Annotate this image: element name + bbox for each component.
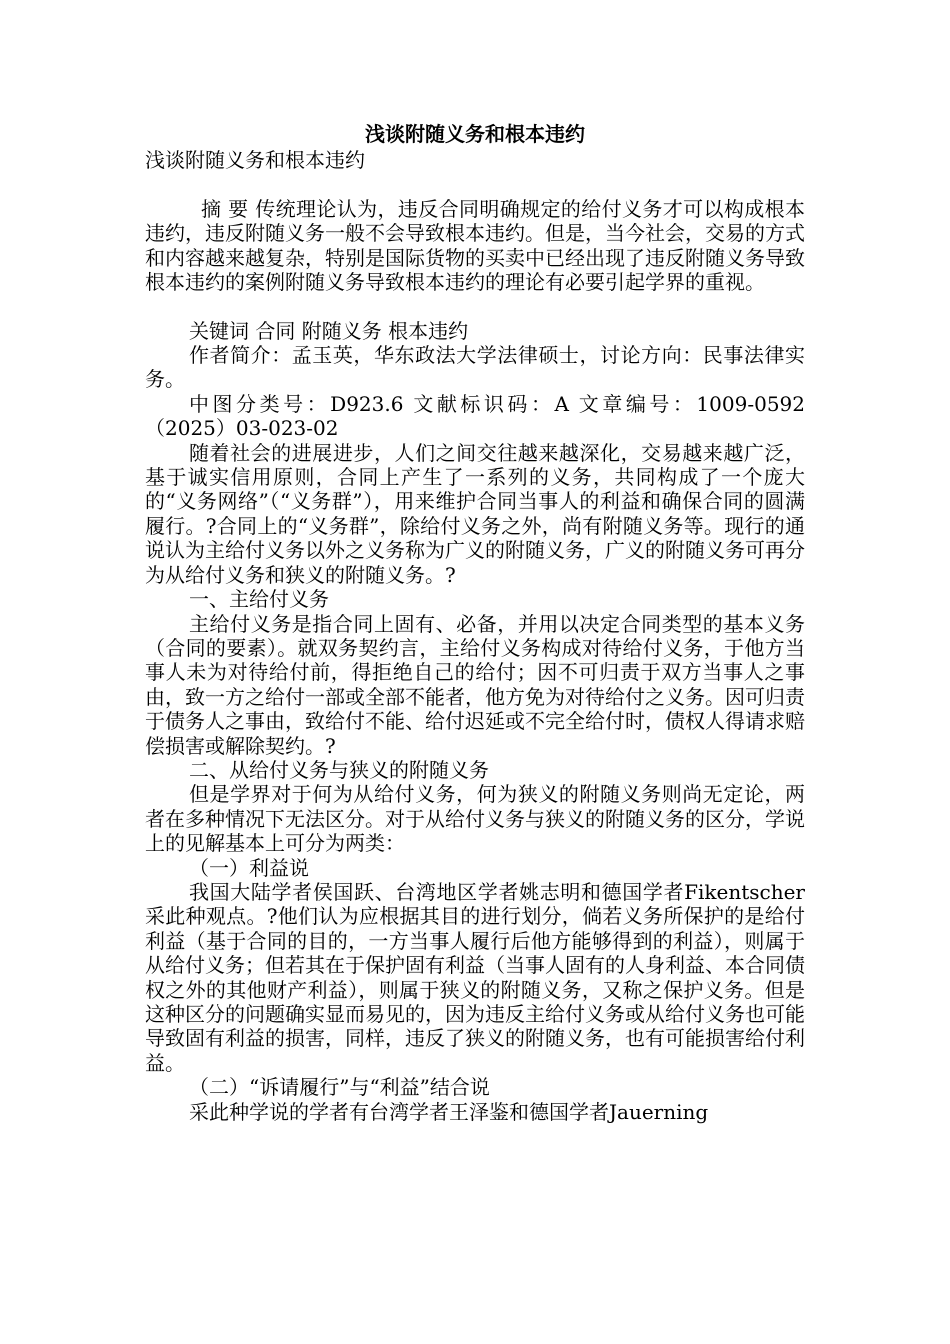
subsection-heading: （二）“诉请履行”与“利益”结合说	[189, 1075, 490, 1100]
spacer	[145, 295, 805, 319]
spacer	[145, 173, 805, 197]
section-heading: 一、主给付义务	[189, 587, 329, 612]
abstract-paragraph: 摘 要 传统理论认为，违反合同明确规定的给付义务才可以构成根本违约，违反附随义务一般不会导致根本违约。但是，当今社会，交易的方式和内容越来越复杂，特别是国际货物的买卖中已经出现了违反附随义务导致根本违约的案例附随义务导致根本违约的理论有必要引起学界的重视。	[145, 197, 805, 295]
classification-info: 中图分类号：D923.6 文献标识码：A 文章编号：1009-0592（2025）03-023-02	[145, 391, 805, 441]
body-paragraph: 但是学界对于何为从给付义务，何为狭义的附随义务则尚无定论，两者在多种情况下无法区分。对于从给付义务与狭义的附随义务的区分，学说上的见解基本上可分为两类：	[145, 782, 805, 856]
body-paragraph: 随着社会的进展进步，人们之间交往越来越深化，交易越来越广泛，基于诚实信用原则，合同上产生了一系列的义务，共同构成了一个庞大的“义务网络”（“义务群”），用来维护合同当事人的利益和确保合同的圆满履行。?合同上的“义务群”，除给付义务之外，尚有附随义务等。现行的通说认为主给付义务以外之义务称为广义的附随义务，广义的附随义务可再分为从给付义务和狭义的附随义务。?	[145, 440, 805, 587]
section-heading: 二、从给付义务与狭义的附随义务	[189, 757, 489, 782]
body-paragraph: 我国大陆学者侯国跃、台湾地区学者姚志明和德国学者Fikentscher采此种观点。?他们认为应根据其目的进行划分，倘若义务所保护的是给付利益（基于合同的目的，一方当事人履行后他方能够得到的利益），则属于从给付义务；但若其在于保护固有利益（当事人固有的人身利益、本合同债权之外的其他财产利益），则属于狭义的附随义务，又称之保护义务。但是这种区分的问题确实显而易见的，因为违反主给付义务或从给付义务也可能导致固有利益的损害，同样，违反了狭义的附随义务，也有可能损害给付利益。	[145, 879, 805, 1075]
document-body	[145, 121, 805, 1124]
subsection-heading: （一）利益说	[189, 855, 309, 880]
author-info: 作者简介：孟玉英，华东政法大学法律硕士，讨论方向：民事法律实务。	[145, 343, 805, 392]
keywords-line: 关键词 合同 附随义务 根本违约	[189, 318, 469, 343]
body-paragraph: 采此种学说的学者有台湾学者王泽鉴和德国学者Jauerning	[189, 1099, 709, 1124]
document-subtitle: 浅谈附随义务和根本违约	[145, 148, 365, 172]
document-title: 浅谈附随义务和根本违约	[365, 122, 585, 146]
body-paragraph: 主给付义务是指合同上固有、必备，并用以决定合同类型的基本义务（合同的要素）。就双务契约言，主给付义务构成对待给付义务，于他方当事人未为对待给付前，得拒绝自己的给付；因不可归责于双方当事人之事由，致一方之给付一部或全部不能者，他方免为对待给付之义务。因可归责于债务人之事由，致给付不能、给付迟延或不完全给付时，债权人得请求赔偿损害或解除契约。?	[145, 611, 805, 758]
